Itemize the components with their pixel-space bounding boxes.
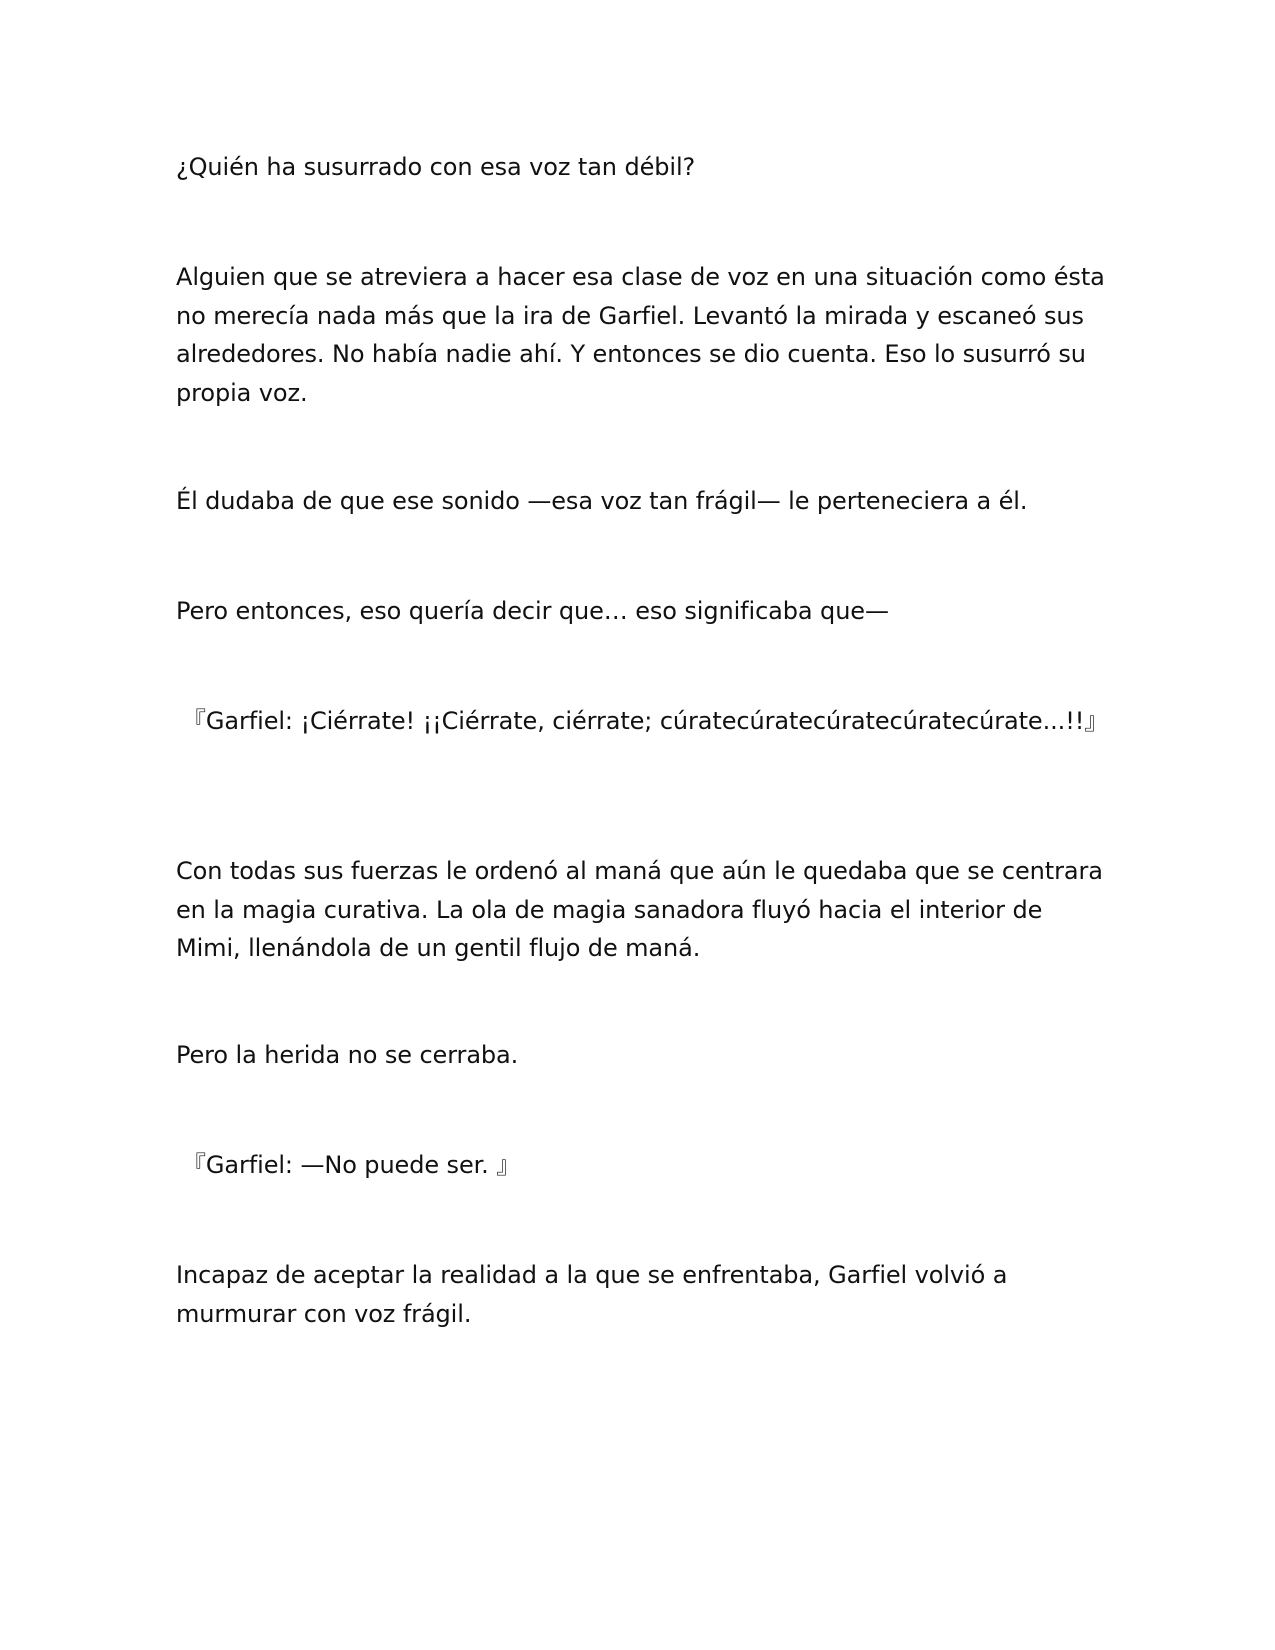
dialogue-2: 『Garfiel: —No puede ser. 』	[182, 1151, 521, 1179]
dialogue-1: 『Garfiel: ¡Ciérrate! ¡¡Ciérrate, ciérrate; cúratecúratecúratecúratecúrate...!!』	[182, 707, 1109, 735]
paragraph-2: Alguien que se atreviera a hacer esa clase de voz en una situación como ésta no merecía nada más que la ira de Garfiel. Levantó la mirada y escaneó sus alrededores. No había nadie ahí. Y entonces se dio cuenta. Eso lo susurró su propia voz.	[176, 263, 1105, 407]
paragraph-6: Pero la herida no se cerraba.	[176, 1041, 519, 1069]
paragraph-1: ¿Quién ha susurrado con esa voz tan débil?	[176, 153, 696, 181]
paragraph-4: Pero entonces, eso quería decir que… eso significaba que—	[176, 597, 889, 625]
paragraph-3: Él dudaba de que ese sonido —esa voz tan frágil— le perteneciera a él.	[176, 487, 1028, 515]
paragraph-7: Incapaz de aceptar la realidad a la que se enfrentaba, Garfiel volvió a murmurar con voz frágil.	[176, 1261, 1008, 1328]
paragraph-5: Con todas sus fuerzas le ordenó al maná que aún le quedaba que se centrara en la magia curativa. La ola de magia sanadora fluyó hacia el interior de Mimi, llenándola de un gentil flujo de maná.	[176, 857, 1103, 962]
